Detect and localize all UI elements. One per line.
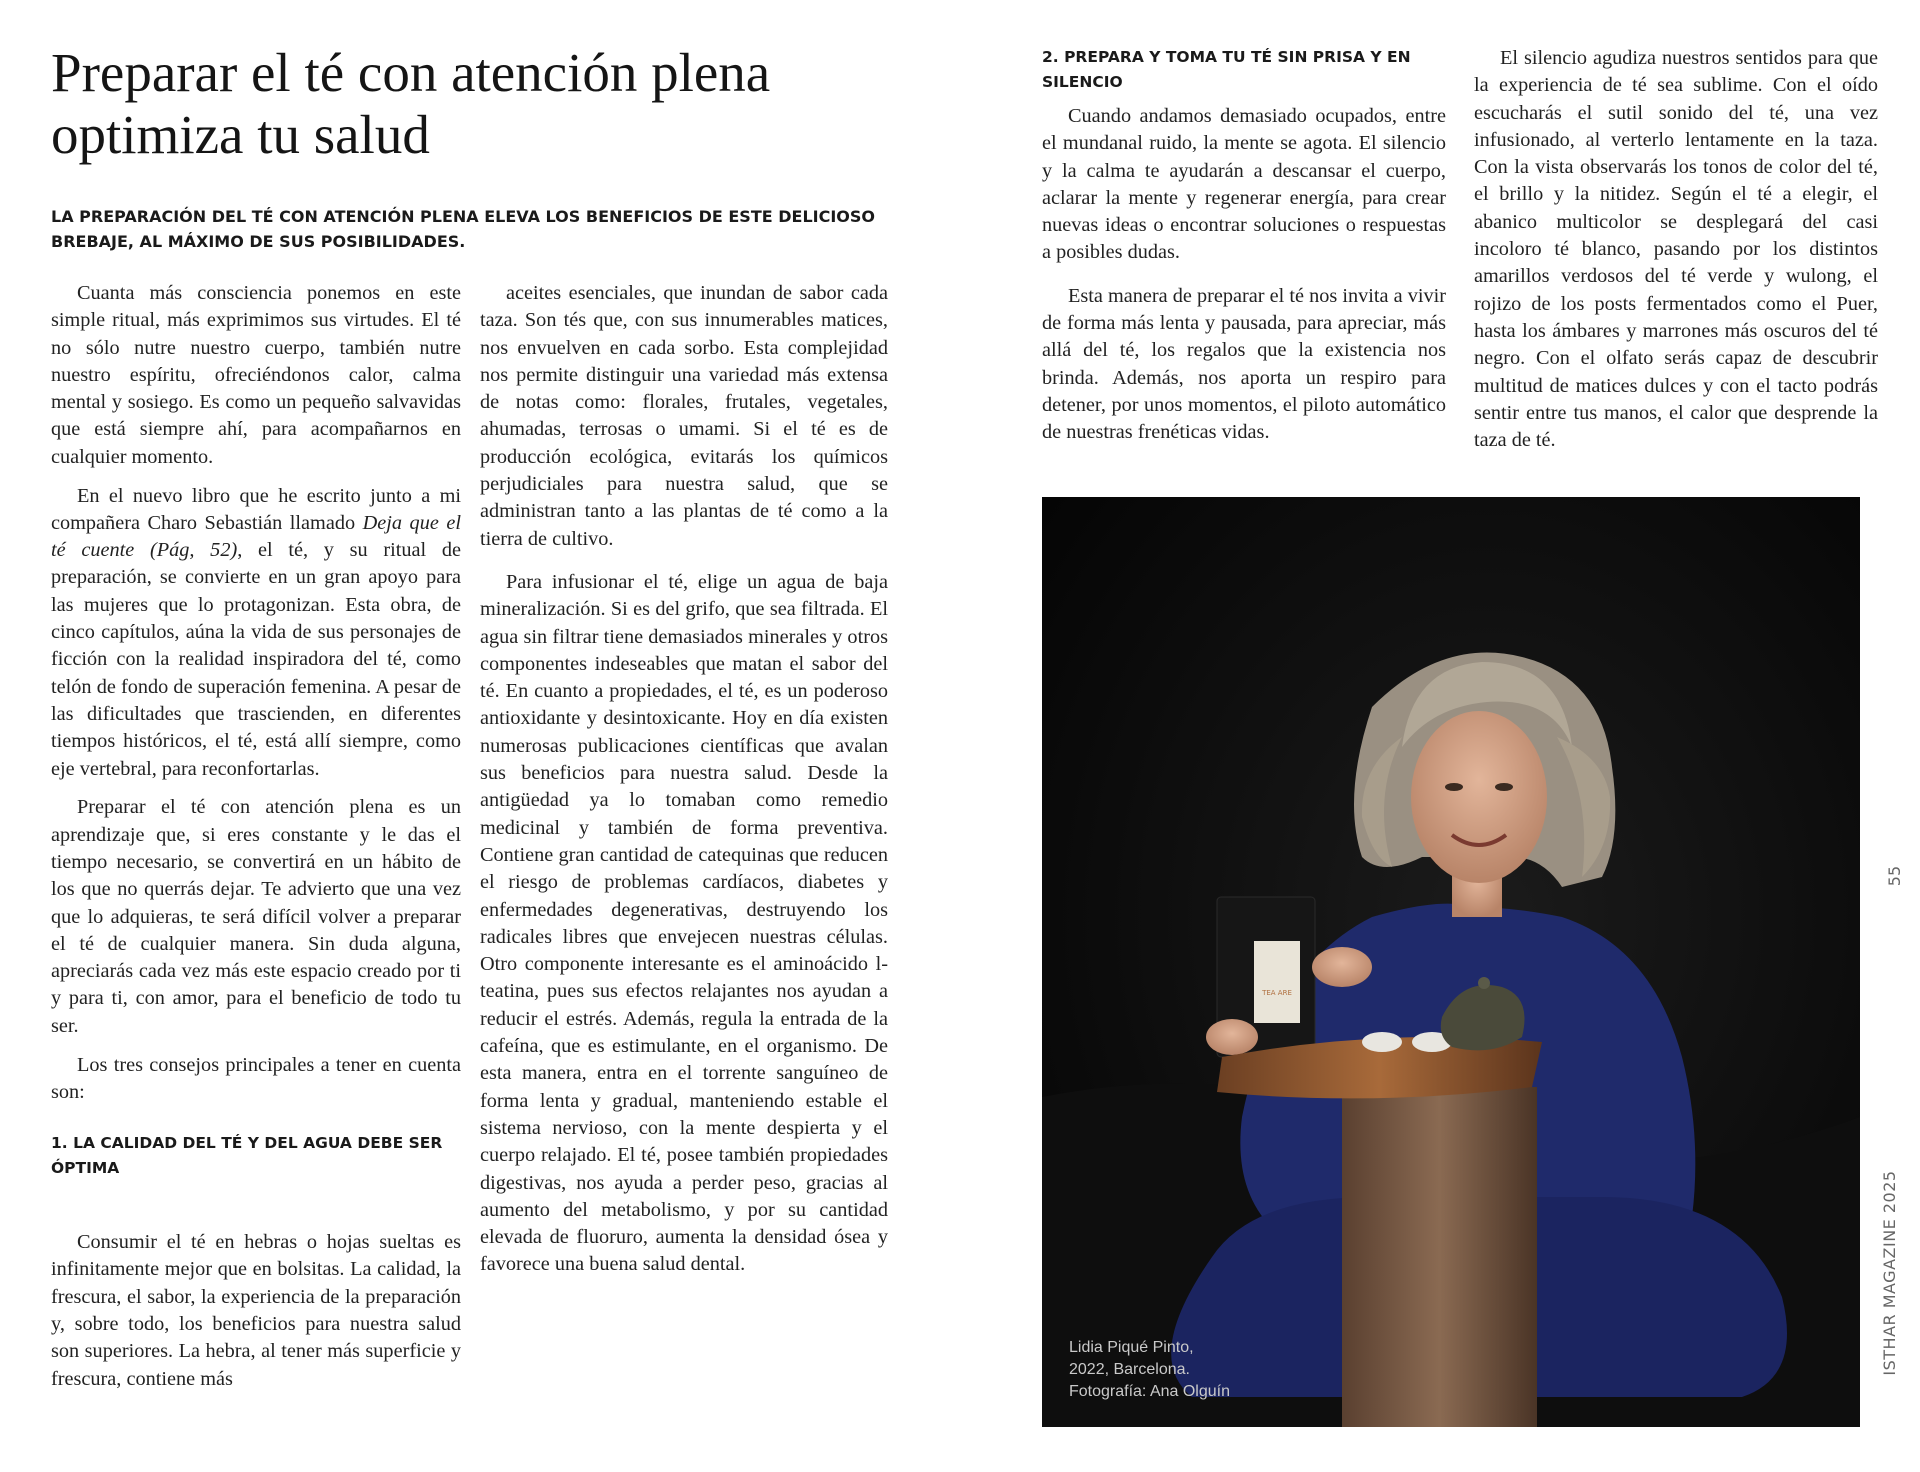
hand-left [1206, 1019, 1258, 1055]
caption-line: Lidia Piqué Pinto, [1069, 1339, 1194, 1356]
paragraph-text: , el té, y su ritual de preparación, se convierte en un gran apoyo para las mujeres que lo protagonizan. Esta obra, de cinco capítulos, aúna la vida de sus personajes de ficción con la realidad inspiradora del té, como telón de fondo de superación femenina. A pesar de las dificultades que trascienden, en diferentes tiempos históricos, el té, está allí siempre, como eje vertebral, para reconfortarlas. [51, 539, 461, 780]
caption-line: 2022, Barcelona. [1069, 1361, 1190, 1378]
text-column-1 [51, 280, 461, 1404]
photo-caption [1069, 1337, 1230, 1403]
portrait-illustration [1042, 497, 1860, 1427]
paragraph: Esta manera de preparar el té nos invita a vivir de forma más lenta y pausada, para apreciar, más allá del té, los regalos que la existencia nos brinda. Además, nos aporta un respiro para detener, por unos momentos, el piloto automático de nuestras frenéticas vidas. [1042, 284, 1446, 444]
paragraph: Preparar el té con atención plena es un aprendizaje que, si eres constante y le das el tiempo necesario, se convertirá en un hábito de los que no querrás dejar. Te advierto que una vez que lo adquieras, te será difícil volver a preparar el té de cualquier manera. Sin duda alguna, apreciarás cada vez más este espacio creado por ti y para ti, con amor, para el beneficio de todo tu ser. [51, 796, 461, 1037]
text-column-4 [1474, 45, 1878, 466]
tea-label [1254, 941, 1300, 1023]
article-title-line-1: Preparar el té con atención plena [51, 42, 771, 103]
teapot-lid-knob [1478, 977, 1490, 989]
eye-right [1495, 783, 1513, 791]
section-heading-1: 1. LA CALIDAD DEL TÉ Y DEL AGUA DEBE SER ÓPTIMA [51, 1134, 443, 1178]
wooden-stand [1342, 1087, 1537, 1427]
magazine-name-footer: ISTHAR MAGAZINE 2025 [1880, 1170, 1899, 1376]
article-subtitle: LA PREPARACIÓN DEL TÉ CON ATENCIÓN PLENA ELEVA LOS BENEFICIOS DE ESTE DELICIOSO BREBAJE, AL MÁXIMO DE SUS POSIBILIDADES. [51, 207, 876, 251]
paragraph: El silencio agudiza nuestros sentidos para que la experiencia de té sea sublime. Con el oído escucharás el sutil sonido del té, una vez infusionado, al verterlo lentamente en la taza. Con la vista observarás los tonos de color del té, el brillo y la nitidez. Según el té a elegir, el abanico multicolor se desplegará del casi incoloro té blanco, pasando por los distintos amarillos verdosos del té verde y wulong, el rojizo de los posts fermentados como el Puer, hasta los ámbares y marrones más oscuros del té negro. Con el olfato serás capaz de descubrir multitud de matices dulces y con el tacto podrás sentir entre tus manos, el calor que desprende la taza de té. [1474, 47, 1878, 452]
paragraph: Consumir el té en hebras o hojas sueltas es infinitamente mejor que en bolsitas. La calidad, la frescura, el sabor, la experiencia de la preparación y, sobre todo, los beneficios para nuestra salud son superiores. La hebra, al tener más superficie y frescura, contiene más [51, 1231, 461, 1390]
tea-label-text: TEA ARE [1262, 989, 1292, 997]
paragraph: Para infusionar el té, elige un agua de baja mineralización. Si es del grifo, que sea filtrada. El agua sin filtrar tiene demasiados minerales y otros componentes indeseables que matan el sabor del té. En cuanto a propiedades, el té, es un poderoso antioxidante y desintoxicante. Hoy en día existen numerosas publicaciones científicas que avalan sus beneficios para nuestra salud. Desde la antigüedad ya lo tomaban como remedio medicinal y también de forma preventiva. Contiene gran cantidad de catequinas que reducen el riesgo de problemas cardíacos, diabetes y enfermedades degenerativas, destruyendo los radicales libres que envejecen nuestras células. Otro componente interesante es el aminoácido l-teatina, pues sus efectos relajantes nos ayudan a reducir el estrés. Además, regula la entrada de la cafeína, que es estimulante, en el organismo. De esta manera, entra en el torrente sanguíneo de forma lenta y gradual, manteniendo estable el sistema nervioso, con la mente despierta y el cuerpo relajado. El té, posee también propiedades digestivas, nos ayuda a perder peso, gracias al aumento del metabolismo, y por su cantidad elevada de fluoruro, aumenta la densidad ósea y favorece una buena salud dental. [480, 570, 888, 1276]
tea-cup-1 [1362, 1032, 1402, 1052]
caption-line: Fotografía: Ana Olguín [1069, 1383, 1230, 1400]
book-title: Deja que el té cuente (Pág, 52) [51, 511, 461, 562]
text-column-3 [1042, 45, 1446, 458]
text-column-2 [480, 280, 888, 1290]
portrait-photo [1042, 497, 1860, 1427]
article-title-line-2: optimiza tu salud [51, 104, 430, 165]
eye-left [1445, 783, 1463, 791]
article-title [51, 42, 951, 166]
paragraph-book-reference [51, 483, 461, 783]
paragraph: aceites esenciales, que inundan de sabor cada taza. Son tés que, con sus innumerables matices, nos envuelven en cada sorbo. Esta complejidad nos permite distinguir una variedad más extensa de notas como: florales, frutales, vegetales, ahumadas, terrosas o umami. Si el té es de producción ecológica, evitarás los químicos perjudiciales para nuestra salud, que se administran tanto a las plantas de té como a la tierra de cultivo. [480, 282, 888, 550]
paragraph: Cuanta más consciencia ponemos en este simple ritual, más exprimimos sus virtudes. El té no sólo nutre nuestro cuerpo, también nutre nuestro espíritu, ofreciéndonos calor, calma mental y sosiego. Es como un pequeño salvavidas que está siempre ahí, para acompañarnos en cualquier momento. [51, 282, 461, 468]
paragraph-text: En el nuevo libro que he escrito junto a mi compañera Charo Sebastián llamado [51, 484, 461, 534]
paragraph: Cuando andamos demasiado ocupados, entre el mundanal ruido, la mente se agota. El silencio y la calma te ayudarán a descansar el cuerpo, aclarar la mente y regenerar energía, para crear nuevas ideas o encontrar soluciones o respuestas a posibles dudas. [1042, 105, 1446, 264]
hand-right [1312, 947, 1372, 987]
face [1411, 711, 1547, 883]
page-number: 55 [1885, 865, 1904, 887]
section-heading-2: 2. PREPARA Y TOMA TU TÉ SIN PRISA Y EN SILENCIO [1042, 48, 1411, 91]
paragraph: Los tres consejos principales a tener en cuenta son: [51, 1053, 461, 1103]
